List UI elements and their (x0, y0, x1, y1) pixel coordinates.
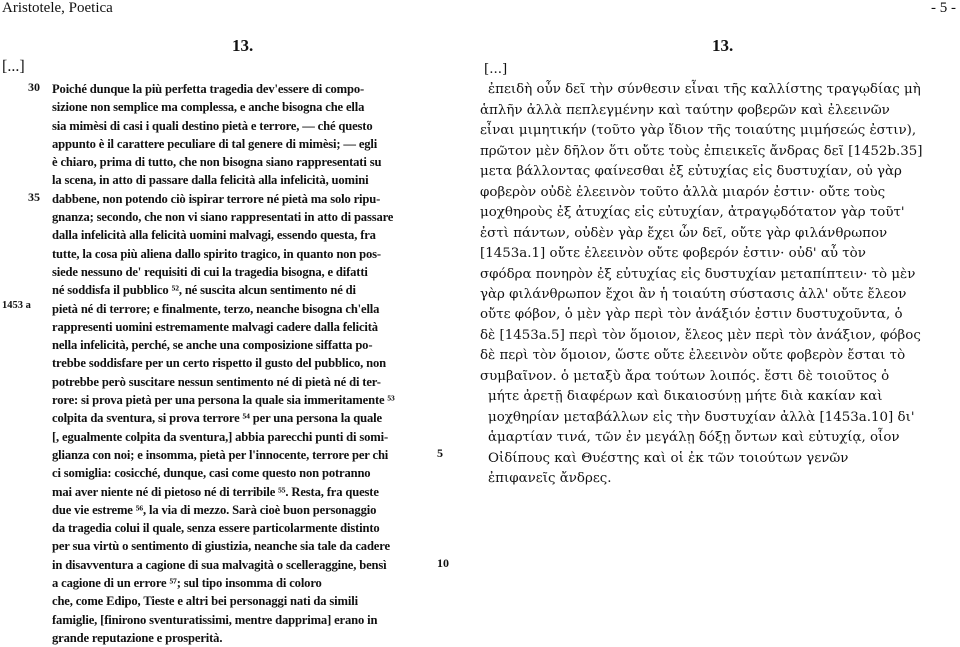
text-line: in disavventura a cagione di sua malvagità o scelleraggine, bensì (52, 557, 387, 572)
text-line: dalla infelicità alla felicità uomini malvagi, essendo questa, fra (52, 228, 376, 243)
text-line: grande reputazione e prosperità. (52, 630, 223, 645)
text-line: trebbe soddisfare per un certo rispetto il gusto del pubblico, non (52, 356, 387, 371)
section-number-greek: 13. (712, 36, 734, 55)
text-line: sia mimèsi di casi i quali destino pietà e terrore, — ché questo (52, 118, 373, 133)
greek-line: γὰρ φιλάνθρωπον ἔχοι ἂν ἡ τοιαύτη σύστασις ἀλλ' οὔτε ἔλεον (480, 286, 907, 302)
text-line: due vie estreme ⁵⁶, la via di mezzo. Sarà cioè buon personaggio (52, 502, 377, 517)
margin-line-number: 30 (28, 80, 40, 94)
italian-scanned-page (0, 22, 470, 645)
greek-line: μοχθηροὺς ἐξ ἀτυχίας εἰς εὐτυχίαν, ἀτραγῳδότατον γὰρ τοῦτ' (480, 205, 905, 221)
text-line: siede nessuno de' requisiti di cui la tragedia bisogna, e difatti (52, 264, 368, 279)
greek-line: δὲ περὶ τὸν ὅμοιον, ὥστε οὔτε ἐλεεινὸν οὔτε φοβερὸν ἔσται τὸ (480, 348, 906, 364)
greek-line: πρῶτον μὲν δῆλον ὅτι οὔτε τοὺς ἐπιεικεῖς ἄνδρας δεῖ [1452b.35] (480, 143, 923, 159)
greek-line: μετα βάλλοντας φαίνεσθαι ἐξ εὐτυχίας εἰς δυστυχίαν, οὐ γὰρ (480, 164, 902, 180)
omission-marker-greek: [...] (484, 62, 508, 77)
greek-line: δὲ [1453a.5] περὶ τὸν ὅμοιον, ἔλεος μὲν περὶ τὸν ἀνάξιον, φόβος (480, 327, 921, 343)
greek-line: ἁμαρτίαν τινά, τῶν ἐν μεγάλῃ δόξῃ ὄντων καὶ εὐτυχίᾳ, οἷον (488, 430, 900, 446)
greek-original-text (480, 60, 956, 490)
text-line: famiglie, [finirono sventuratissimi, mentre dapprima] erano in (52, 612, 378, 627)
text-line: rore: si prova pietà per una persona la quale sia immeritamente ⁵³ (52, 393, 395, 408)
greek-line: φοβερὸν οὐδὲ ἐλεεινὸν τοῦτο ἀλλὰ μιαρόν ἐστιν· οὔτε τοὺς (480, 184, 886, 200)
greek-line: συμβαῖνον. ὁ μεταξὺ ἄρα τούτων λοιπός. ἔστι δὲ τοιοῦτος ὁ (480, 368, 890, 384)
italian-translation-text (52, 80, 432, 647)
text-line: appunto è il carattere peculiare di tal genere di mimèsi; — egli (52, 136, 378, 151)
greek-line: ἐστὶ πάντων, οὐδὲν γὰρ ἔχει ὧν δεῖ, οὔτε γὰρ φιλάνθρωπον (480, 225, 888, 241)
section-number-italian: 13. (232, 36, 254, 55)
text-line: Poiché dunque la più perfetta tragedia dev'essere di compo- (52, 82, 365, 96)
margin-line-number: 35 (28, 190, 40, 204)
text-line: sizione non semplice ma complessa, e anche bisogna che ella (52, 100, 365, 115)
text-line: nella infelicità, perché, se anche una composizione siffatta po- (52, 338, 373, 353)
greek-line: οὔτε φόβον, ὁ μὲν γὰρ περὶ τὸν ἀνάξιόν ἐστιν δυστυχοῦντα, ὁ (480, 307, 903, 323)
text-line: che, come Edipo, Tieste e altri bei personaggi nati da simili (52, 594, 358, 609)
page-header (0, 0, 960, 22)
greek-line: ἁπλῆν ἀλλὰ πεπλεγμένην καὶ ταύτην φοβερῶν καὶ ἐλεεινῶν (480, 102, 890, 118)
text-line: potrebbe però suscitare nessun sentimento né di pietà né di ter- (52, 374, 381, 389)
margin-line-number: 5 (437, 446, 443, 460)
text-line: rappresenti uomini estremamente malvagi cadere dalla felicità (52, 319, 378, 334)
greek-line: μήτε ἀρετῇ διαφέρων καὶ δικαιοσύνῃ μήτε διὰ κακίαν καὶ (488, 389, 883, 405)
text-line: è chiaro, prima di tutto, che non bisogna siano rappresentati su (52, 155, 382, 170)
greek-line: μοχθηρίαν μεταβάλλων εἰς τὴν δυστυχίαν ἀλλὰ [1453a.10] δι' (488, 409, 915, 425)
text-line: gnanza; secondo, che non vi siano rappresentati in atto di passare (52, 210, 394, 225)
text-line: colpita da sventura, si prova terrore ⁵⁴ per una persona la quale (52, 411, 382, 426)
margin-bekker-number: 1453 a (2, 300, 31, 311)
text-line: da tragedia colui il quale, senza essere particolarmente distinto (52, 521, 380, 536)
text-line: né soddisfa il pubblico ⁵², né suscita alcun sentimento né di (52, 283, 356, 298)
greek-line: ἐπιφανεῖς ἄνδρες. (488, 471, 612, 487)
text-line: [, egualmente colpita da sventura,] abbia parecchi punti di somi- (52, 429, 389, 444)
greek-line: Οἰδίπους καὶ Θυέστης καὶ οἱ ἐκ τῶν τοιούτων γενῶν (488, 450, 849, 466)
greek-line: ἐπειδὴ οὖν δεῖ τὴν σύνθεσιν εἶναι τῆς καλλίστης τραγῳδίας μὴ (488, 82, 921, 98)
text-line: mai aver niente né di pietoso né di terribile ⁵⁵. Resta, fra queste (52, 484, 379, 499)
text-line: la scena, in atto di passare dalla felicità alla infelicità, uomini (52, 173, 369, 188)
greek-line: [1453a.1] οὔτε ἐλεεινὸν οὔτε φοβερόν ἐστιν· οὐδ' αὖ τὸν (480, 246, 866, 262)
page-number: - 5 - (931, 0, 956, 16)
margin-line-number: 10 (437, 556, 449, 570)
text-line: glianza con noi; e insomma, pietà per l'innocente, terrore per chi (52, 447, 389, 462)
text-line: tutte, la cosa più aliena dallo spirito tragico, in quanto non pos- (52, 246, 381, 261)
text-line: pietà né di terrore; e finalmente, terzo, neanche bisogna ch'ella (52, 301, 380, 316)
text-line: a cagione di un errore ⁵⁷; sul tipo insomma di coloro (52, 576, 322, 591)
text-line: dabbene, non potendo ciò ispirar terrore né pietà ma solo ripu- (52, 191, 381, 206)
omission-marker: [...] (2, 58, 25, 75)
text-line: per sua virtù o sentimento di giustizia, neanche sia tale da cadere (52, 539, 390, 554)
greek-line: σφόδρα πονηρὸν ἐξ εὐτυχίας εἰς δυστυχίαν μεταπίπτειν· τὸ μὲν (480, 266, 916, 282)
text-line: ci somiglia: cosicché, dunque, casi come questo non potranno (52, 466, 371, 481)
document-title: Aristotele, Poetica (2, 0, 113, 16)
greek-line: εἶναι μιμητικήν (τοῦτο γὰρ ἴδιον τῆς τοιαύτης μιμήσεώς ἐστιν), (480, 123, 917, 139)
